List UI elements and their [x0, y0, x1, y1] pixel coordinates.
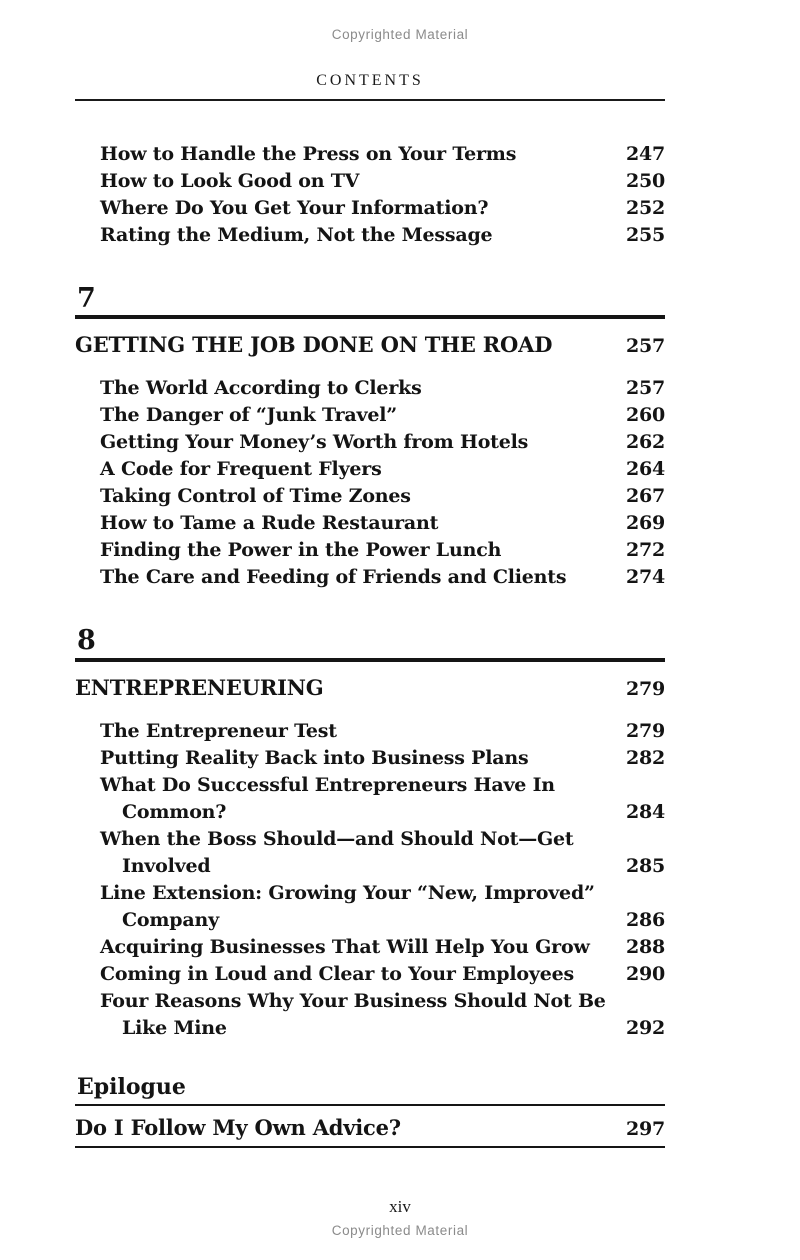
chapter-title: GETTING THE JOB DONE ON THE ROAD [75, 332, 553, 358]
toc-entry-title: Acquiring Businesses That Will Help You Grow [100, 935, 590, 958]
toc-entry-title: When the Boss Should—and Should Not—Get [100, 827, 574, 850]
toc-entry-title: Line Extension: Growing Your “New, Improved” [100, 881, 595, 904]
toc-entry-title: Company [122, 908, 219, 931]
toc-entry [100, 799, 665, 826]
toc-entry-list [75, 141, 665, 249]
toc-entry [100, 195, 665, 222]
toc-chapter [75, 285, 665, 591]
toc-entry-title: What Do Successful Entrepreneurs Have In [100, 773, 555, 796]
toc-entry [100, 537, 665, 564]
toc-entry-page: 250 [625, 170, 665, 192]
epilogue-label: Epilogue [77, 1073, 186, 1100]
toc-entry-title: Four Reasons Why Your Business Should Not Be [100, 989, 606, 1012]
toc-entry-title: The World According to Clerks [100, 377, 422, 400]
chapter-number: 8 [77, 625, 96, 657]
toc-epilogue [75, 1074, 665, 1148]
toc-entry [100, 141, 665, 168]
toc-entry-title: Where Do You Get Your Information? [100, 197, 489, 219]
toc-entry-title: Finding the Power in the Power Lunch [100, 539, 502, 562]
toc-entry-title: Coming in Loud and Clear to Your Employees [100, 962, 574, 985]
toc-entry [100, 1015, 665, 1042]
toc-entry-title: Rating the Medium, Not the Message [100, 224, 493, 246]
toc-entry-page: 274 [625, 566, 665, 589]
toc-entry [100, 564, 665, 591]
toc-entry-page: 285 [625, 854, 665, 877]
toc-entry-page: 267 [625, 485, 665, 508]
toc-entry-title: Taking Control of Time Zones [100, 485, 411, 508]
toc-entry-page: 264 [625, 458, 665, 481]
toc-entry [100, 168, 665, 195]
toc-entry-title: The Care and Feeding of Friends and Clients [100, 566, 567, 589]
toc-entry-page: 252 [625, 197, 665, 219]
toc-entry [100, 222, 665, 249]
toc-entry-page: 272 [625, 539, 665, 562]
toc-entry-page: 282 [625, 746, 665, 769]
chapter-title: ENTREPRENEURING [75, 674, 324, 700]
toc-entry [100, 483, 665, 510]
toc-entry [100, 988, 665, 1015]
toc-entry-page: 260 [625, 404, 665, 427]
toc-section [75, 141, 665, 249]
toc-entry-page: 247 [625, 143, 665, 165]
title-divider [75, 99, 665, 101]
toc-entry-title: Getting Your Money’s Worth from Hotels [100, 431, 529, 454]
toc-entry-page: 262 [625, 431, 665, 454]
toc-entry-title: A Code for Frequent Flyers [100, 458, 382, 481]
toc-entry [100, 429, 665, 456]
folio-page-number: xiv [389, 1197, 411, 1216]
toc-entry-title: How to Tame a Rude Restaurant [100, 512, 439, 535]
chapter-title-row [75, 675, 665, 700]
toc-entry [100, 961, 665, 988]
toc-entry-page: 257 [625, 377, 665, 400]
toc-entry-title: Putting Reality Back into Business Plans [100, 746, 529, 769]
toc-entry-page: 286 [625, 908, 665, 931]
chapter-divider [75, 658, 665, 662]
epilogue-divider [75, 1104, 665, 1106]
epilogue-title-row [75, 1115, 665, 1140]
toc-entry [100, 718, 665, 745]
toc-entry [100, 402, 665, 429]
epilogue-title: Do I Follow My Own Advice? [75, 1114, 401, 1140]
table-of-contents [75, 141, 665, 1148]
toc-entry-page: 292 [625, 1016, 665, 1039]
toc-entry [100, 880, 665, 907]
chapter-title-row [75, 332, 665, 357]
toc-entry-page: 290 [625, 962, 665, 985]
toc-entry-page: 269 [625, 512, 665, 535]
chapter-divider [75, 315, 665, 319]
toc-entry-title: Like Mine [122, 1016, 227, 1039]
toc-entry [100, 745, 665, 772]
toc-entry-page: 284 [625, 800, 665, 823]
toc-chapter [75, 627, 665, 1041]
toc-entry-title: How to Look Good on TV [100, 170, 360, 192]
toc-entry [100, 456, 665, 483]
toc-entry [100, 510, 665, 537]
toc-entry-title: Common? [122, 800, 227, 823]
toc-entry-title: Involved [122, 854, 211, 877]
toc-entry [100, 826, 665, 853]
toc-entry [100, 934, 665, 961]
contents-column [75, 42, 665, 1148]
toc-entry [100, 772, 665, 799]
chapter-number: 7 [77, 283, 96, 314]
toc-entry [100, 375, 665, 402]
page-title: CONTENTS [316, 72, 424, 89]
toc-entry [100, 907, 665, 934]
chapter-page: 257 [625, 335, 665, 358]
toc-entry-title: The Danger of “Junk Travel” [100, 404, 397, 427]
toc-entry-title: The Entrepreneur Test [100, 719, 337, 742]
toc-entry-page: 279 [625, 719, 665, 742]
epilogue-page: 297 [625, 1117, 665, 1140]
copyright-notice-bottom: Copyrighted Material [331, 1223, 469, 1238]
chapter-page: 279 [625, 677, 665, 700]
toc-entry-page: 288 [625, 935, 665, 958]
toc-entry-list [75, 718, 665, 1042]
toc-entry [100, 853, 665, 880]
copyright-notice-top: Copyrighted Material [331, 27, 469, 42]
toc-entry-page: 255 [625, 224, 665, 246]
toc-entry-list [75, 375, 665, 591]
toc-entry-title: How to Handle the Press on Your Terms [100, 143, 517, 165]
flex-spacer [0, 1148, 800, 1197]
